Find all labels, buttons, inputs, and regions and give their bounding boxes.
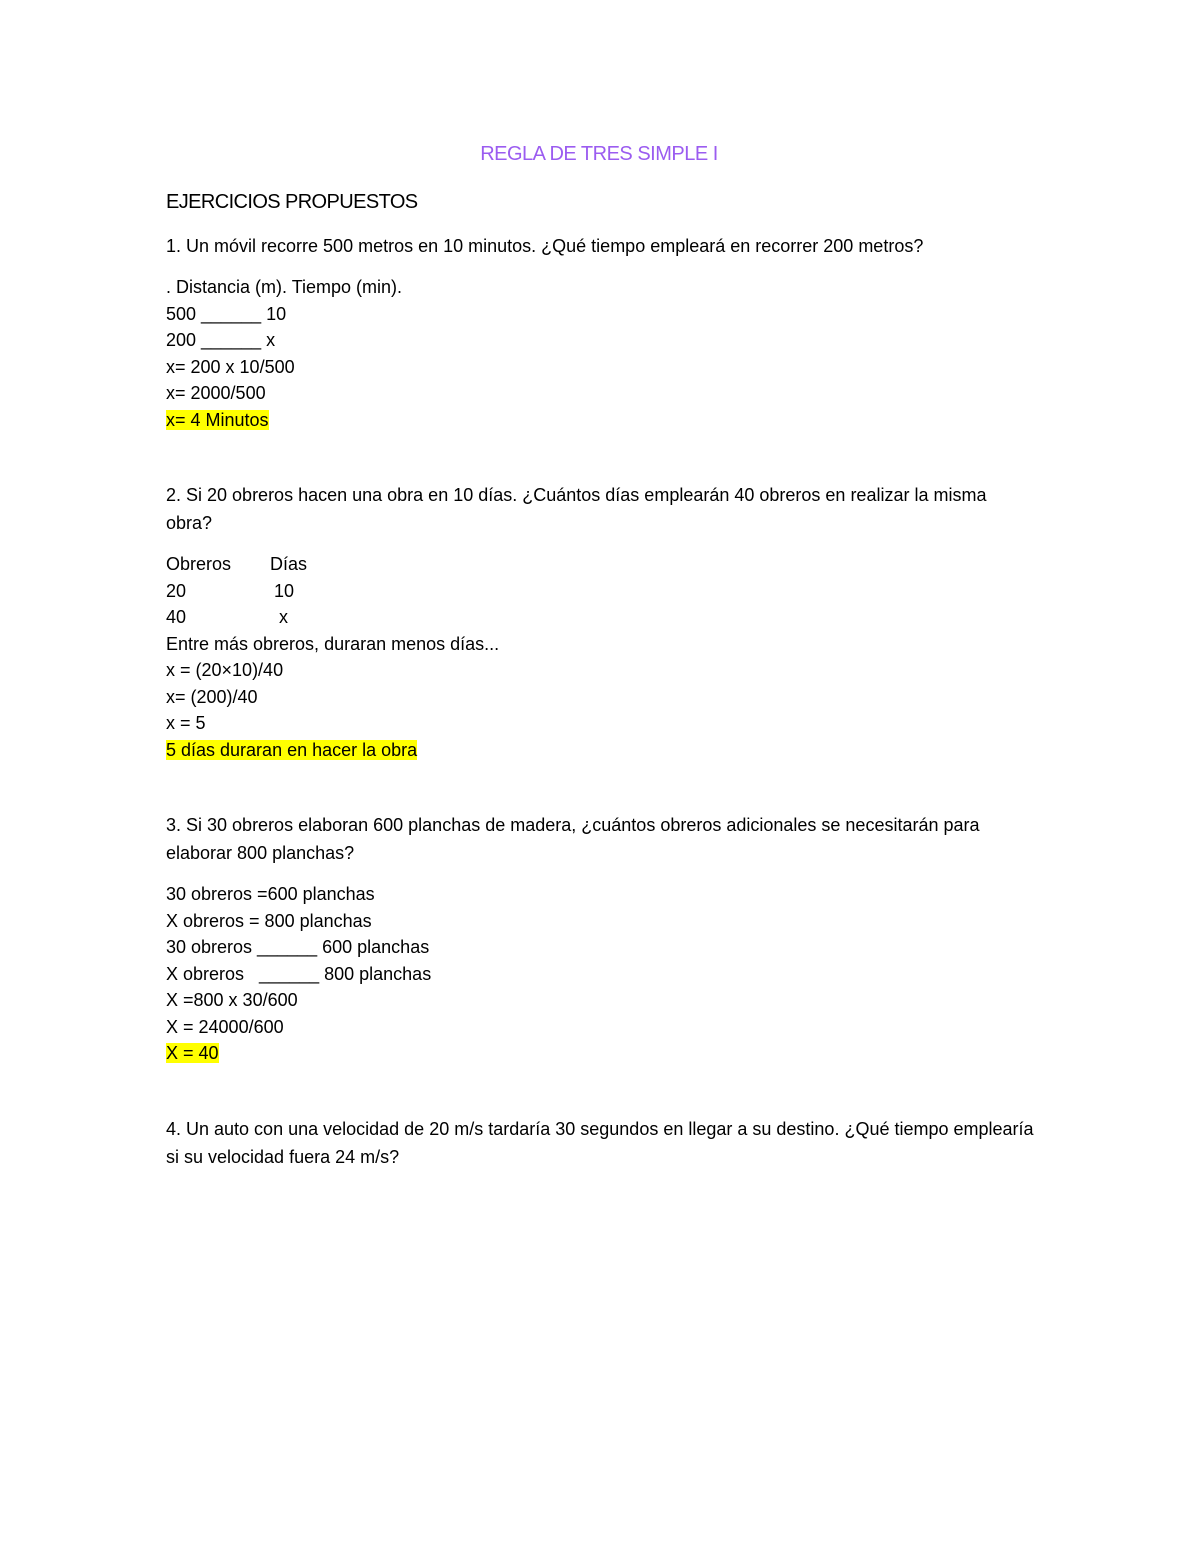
exercise-1-answer: x= 4 Minutos: [166, 409, 269, 430]
exercise-3-solution: [166, 881, 1036, 1067]
solution-line: x= 200 x 10/500: [166, 356, 295, 377]
cell: 40: [166, 607, 187, 627]
exercise-2-solution: [166, 551, 1036, 763]
cell: 10: [274, 580, 295, 601]
section-heading: EJERCICIOS PROPUESTOS: [166, 191, 418, 213]
exercise-2-answer: 5 días duraran en hacer la obra: [166, 739, 418, 760]
solution-line: x = (20×10)/40: [166, 660, 284, 680]
solution-line: 500 ______ 10: [166, 303, 287, 324]
solution-line: x= 2000/500: [166, 383, 266, 403]
solution-line: X =800 x 30/600: [166, 990, 298, 1010]
solution-line: 200 ______ x: [166, 330, 276, 350]
solution-line: Entre más obreros, duraran menos días...: [166, 633, 500, 654]
solution-line: 30 obreros =600 planchas: [166, 884, 375, 904]
exercise-1-solution: [166, 274, 1036, 433]
table-header-row: [166, 551, 1036, 578]
solution-line: x = 5: [166, 713, 206, 733]
exercise-3-question: 3. Si 30 obreros elaboran 600 planchas de madera, ¿cuántos obreros adicionales se necesitarán para elaborar 800 planchas?: [166, 815, 980, 863]
header-obreros: Obreros: [166, 554, 232, 574]
exercise-3-answer: X = 40: [166, 1043, 219, 1063]
solution-line: X = 24000/600: [166, 1016, 284, 1037]
document-title: REGLA DE TRES SIMPLE I: [480, 143, 718, 165]
table-row: [166, 578, 1036, 605]
cell: x: [279, 607, 288, 627]
exercise-2-question: 2. Si 20 obreros hacen una obra en 10 días. ¿Cuántos días emplearán 40 obreros en realizar la misma obra?: [166, 485, 987, 533]
solution-line: 30 obreros ______ 600 planchas: [166, 937, 430, 957]
exercise-1-question: 1. Un móvil recorre 500 metros en 10 minutos. ¿Qué tiempo empleará en recorrer 200 metros?: [166, 236, 924, 256]
cell: 20: [166, 580, 187, 601]
exercise-4-question: 4. Un auto con una velocidad de 20 m/s tardaría 30 segundos en llegar a su destino. ¿Qué tiempo emplearía si su velocidad fuera 24 m/s?: [166, 1118, 1034, 1167]
solution-line: X obreros = 800 planchas: [166, 910, 372, 931]
solution-line: x= (200)/40: [166, 686, 258, 707]
solution-line: . Distancia (m). Tiempo (min).: [166, 277, 403, 297]
header-dias: Días: [270, 554, 308, 574]
table-row: [166, 604, 1036, 631]
document-content: [166, 140, 1036, 1171]
solution-line: X obreros ______ 800 planchas: [166, 963, 432, 984]
